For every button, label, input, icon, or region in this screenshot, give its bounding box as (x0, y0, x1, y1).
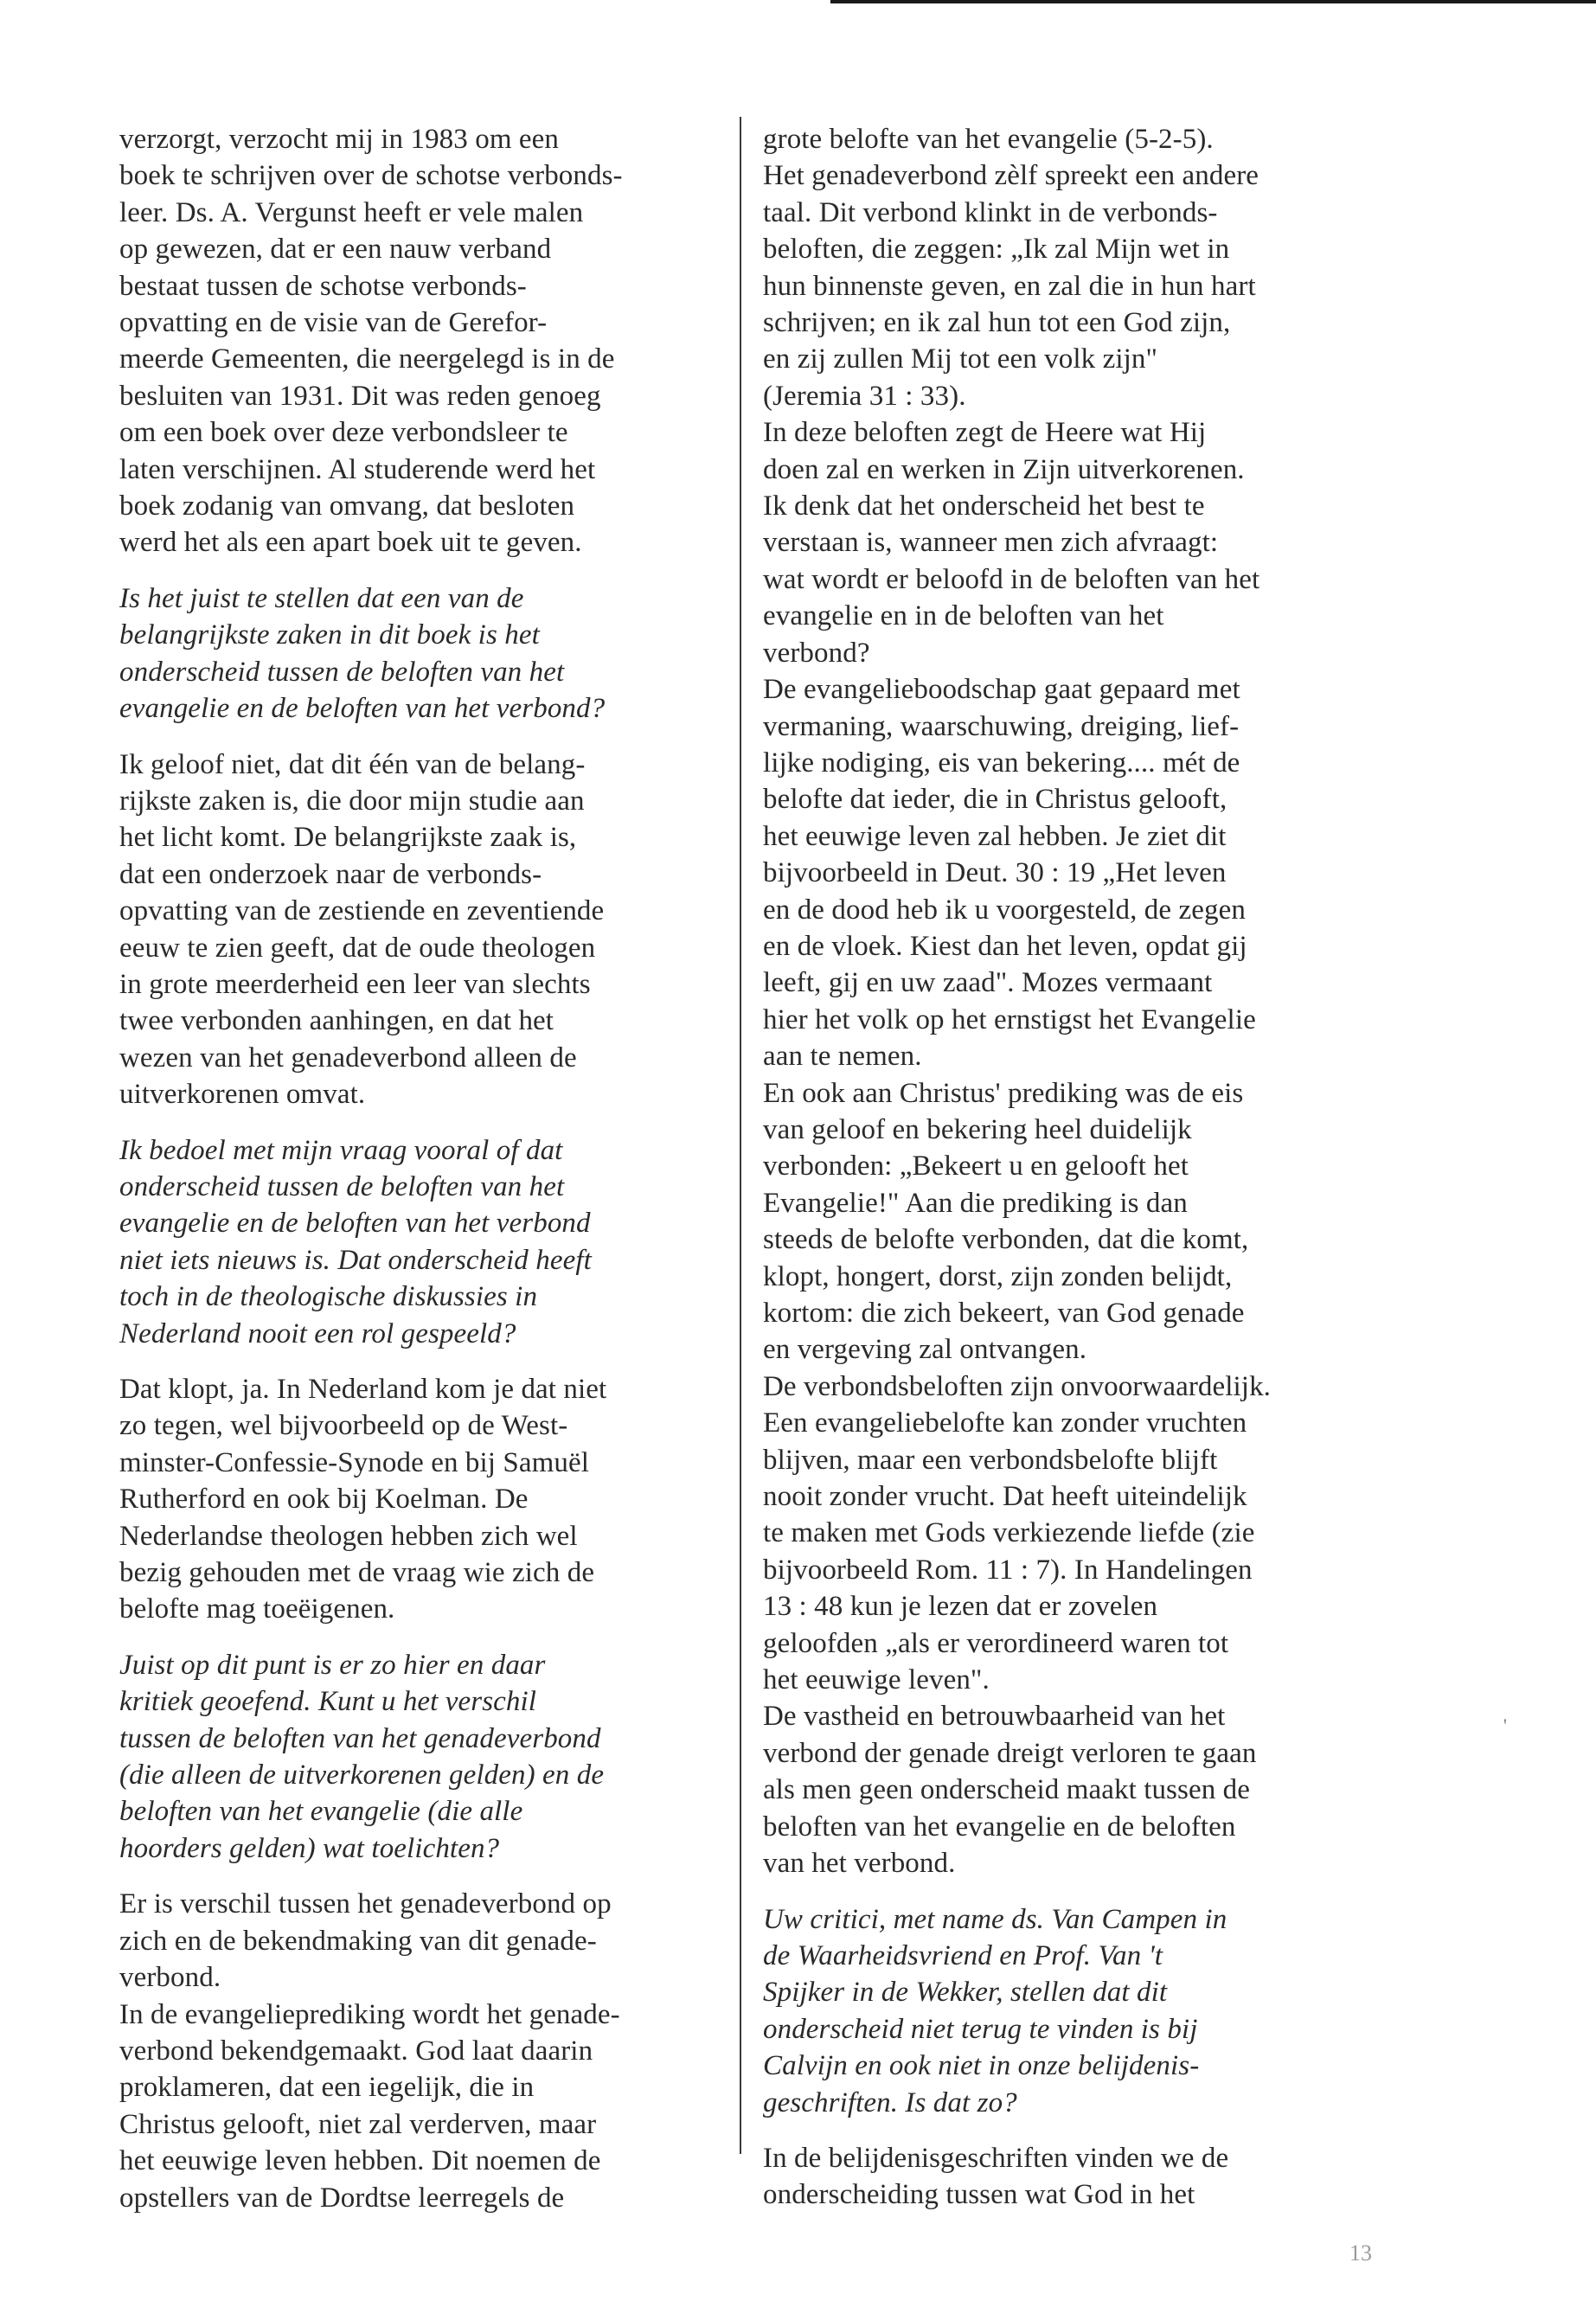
text-line: twee verbonden aanhingen, en dat het (119, 1005, 554, 1037)
text-line: beloften, die zeggen: „Ik zal Mijn wet in (763, 234, 1230, 266)
text-line: nooit zonder vrucht. Dat heeft uiteindelijk (763, 1481, 1247, 1513)
text-line: verbond? (763, 637, 870, 669)
text-line: verbond. (119, 1962, 221, 1994)
text-line: als men geen onderscheid maakt tussen de (763, 1774, 1250, 1806)
interview-answer (119, 1886, 725, 2216)
interview-answer (763, 121, 1386, 1882)
text-line: uitverkorenen omvat. (119, 1079, 366, 1111)
text-line: De evangelieboodschap gaat gepaard met (763, 674, 1240, 706)
text-line: bijvoorbeeld Rom. 11 : 7). In Handelingen (763, 1554, 1253, 1586)
text-line: opvatting en de visie van de Gerefor- (119, 307, 548, 339)
text-line: opstellers van de Dordtse leerregels de (119, 2182, 565, 2214)
text-line: In deze beloften zegt de Heere wat Hij (763, 417, 1207, 449)
text-line: het eeuwige leven zal hebben. Je ziet dit (763, 820, 1227, 852)
text-line: meerde Gemeenten, die neergelegd is in de (119, 343, 615, 375)
text-line: bijvoorbeeld in Deut. 30 : 19 „Het leven (763, 857, 1227, 889)
text-line: leer. Ds. A. Vergunst heeft er vele malen (119, 196, 584, 228)
text-line: bestaat tussen de schotse verbonds- (119, 270, 527, 302)
text-line: (die alleen de uitverkorenen gelden) en de (119, 1759, 605, 1791)
text-line: grote belofte van het evangelie (5-2-5). (763, 124, 1214, 155)
text-line: verbonden: „Bekeert u en gelooft het (763, 1150, 1189, 1183)
text-line: de Waarheidsvriend en Prof. Van 't (763, 1939, 1163, 1971)
text-line: Is het juist te stellen dat een van de (119, 582, 524, 614)
interview-answer (119, 121, 725, 561)
left-column (119, 121, 725, 2216)
text-line: hun binnenste geven, en zal die in hun hart (763, 270, 1256, 302)
text-line: taal. Dit verbond klinkt in de verbonds- (763, 196, 1218, 228)
text-line: het licht komt. De belangrijkste zaak is, (119, 822, 577, 854)
text-line: belofte mag toeëigenen. (119, 1593, 395, 1625)
page-number: 13 (1349, 2240, 1372, 2266)
column-divider (740, 117, 741, 2154)
text-line: onderscheiding tussen wat God in het (763, 2179, 1195, 2211)
text-line: steeds de belofte verbonden, dat die komt, (763, 1224, 1249, 1256)
text-line: Ik bedoel met mijn vraag vooral of dat (119, 1134, 563, 1166)
text-line: opvatting van de zestiende en zeventiende (119, 895, 605, 927)
text-line: en de dood heb ik u voorgesteld, de zegen (763, 894, 1246, 926)
text-line: Christus gelooft, niet zal verderven, maar (119, 2108, 597, 2140)
text-line: Juist op dit punt is er zo hier en daar (119, 1649, 546, 1681)
text-line: 13 : 48 kun je lezen dat er zovelen (763, 1591, 1158, 1623)
text-line: geloofden „als er verordineerd waren tot (763, 1627, 1229, 1659)
text-line: In de evangelieprediking wordt het genade- (119, 1998, 620, 2030)
scan-speck: ' (1503, 1715, 1507, 1736)
text-line: Nederlandse theologen hebben zich wel (119, 1520, 578, 1552)
text-line: evangelie en de beloften van het verbond (119, 1208, 591, 1240)
text-line: lijke nodiging, eis van bekering.... mét de (763, 747, 1240, 779)
text-line: wat wordt er beloofd in de beloften van het (763, 563, 1260, 595)
text-line: Evangelie!" Aan die prediking is dan (763, 1187, 1188, 1219)
text-line: en de vloek. Kiest dan het leven, opdat gij (763, 930, 1247, 962)
text-line: doen zal en werken in Zijn uitverkorenen. (763, 453, 1245, 485)
interview-question (119, 1647, 725, 1867)
interview-question (119, 580, 725, 727)
text-line: En ook aan Christus' prediking was de eis (763, 1077, 1244, 1109)
text-line: Uw critici, met name ds. Van Campen in (763, 1903, 1227, 1935)
text-line: het eeuwige leven hebben. Dit noemen de (119, 2145, 601, 2177)
text-line: De vastheid en betrouwbaarheid van het (763, 1701, 1226, 1733)
interview-answer (763, 2140, 1386, 2214)
text-line: klopt, hongert, dorst, zijn zonden belijdt, (763, 1260, 1233, 1292)
text-line: om een boek over deze verbondsleer te (119, 417, 568, 449)
text-line: te maken met Gods verkiezende liefde (zie (763, 1517, 1255, 1549)
text-line: In de belijdenisgeschriften vinden we de (763, 2142, 1229, 2174)
text-line: Een evangeliebelofte kan zonder vruchten (763, 1407, 1247, 1439)
text-line: onderscheid tussen de beloften van het (119, 656, 565, 688)
text-line: Nederland nooit een rol gespeeld? (119, 1317, 516, 1349)
text-line: eeuw te zien geeft, dat de oude theologen (119, 932, 596, 964)
interview-answer (119, 1371, 725, 1628)
text-line: Dat klopt, ja. In Nederland kom je dat niet (119, 1374, 607, 1405)
text-line: belangrijkste zaken in dit boek is het (119, 619, 540, 651)
text-line: Ik geloof niet, dat dit één van de belang- (119, 748, 586, 780)
text-line: besluiten van 1931. Dit was reden genoeg (119, 380, 601, 412)
text-line: tussen de beloften van het genadeverbond (119, 1722, 601, 1754)
text-line: Spijker in de Wekker, stellen dat dit (763, 1977, 1168, 2009)
text-line: geschriften. Is dat zo? (763, 2086, 1017, 2118)
text-line: op gewezen, dat er een nauw verband (119, 234, 552, 266)
text-line: hier het volk op het ernstigst het Evangelie (763, 1003, 1256, 1035)
text-line: belofte dat ieder, die in Christus gelooft, (763, 784, 1227, 816)
text-line: dat een onderzoek naar de verbonds- (119, 858, 542, 890)
top-rule (830, 0, 1596, 3)
text-line: bezig gehouden met de vraag wie zich de (119, 1557, 595, 1589)
text-line: verzorgt, verzocht mij in 1983 om een (119, 124, 560, 155)
text-line: niet iets nieuws is. Dat onderscheid heeft (119, 1244, 592, 1276)
text-line: beloften van het evangelie en de beloften (763, 1811, 1236, 1843)
text-line: verbond bekendgemaakt. God laat daarin (119, 2035, 593, 2067)
text-line: het eeuwige leven". (763, 1664, 990, 1696)
text-line: en zij zullen Mij tot een volk zijn" (763, 343, 1158, 375)
text-line: Calvijn en ook niet in onze belijdenis- (763, 2050, 1200, 2082)
text-line: Rutherford en ook bij Koelman. De (119, 1484, 529, 1516)
text-line: Het genadeverbond zèlf spreekt een andere (763, 160, 1259, 192)
text-line: (Jeremia 31 : 33). (763, 380, 966, 412)
text-line: boek zodanig van omvang, dat besloten (119, 490, 575, 522)
text-line: hoorders gelden) wat toelichten? (119, 1832, 500, 1864)
text-line: van geloof en bekering heel duidelijk (763, 1113, 1192, 1145)
text-line: boek te schrijven over de schotse verbonds- (119, 160, 623, 192)
text-line: Ik denk dat het onderscheid het best te (763, 490, 1205, 522)
text-line: werd het als een apart boek uit te geven. (119, 527, 582, 559)
text-line: onderscheid niet terug te vinden is bij (763, 2013, 1198, 2045)
text-line: verstaan is, wanneer men zich afvraagt: (763, 527, 1219, 559)
text-line: zich en de bekendmaking van dit genade- (119, 1925, 597, 1957)
text-line: kritiek geoefend. Kunt u het verschil (119, 1686, 537, 1718)
text-line: laten verschijnen. Al studerende werd het (119, 453, 596, 485)
text-line: in grote meerderheid een leer van slechts (119, 968, 591, 1000)
interview-question (763, 1901, 1386, 2121)
text-line: blijven, maar een verbondsbelofte blijft (763, 1444, 1218, 1476)
text-line: van het verbond. (763, 1848, 956, 1880)
text-line: evangelie en de beloften van het verbond? (119, 693, 606, 725)
text-line: verbond der genade dreigt verloren te gaan (763, 1737, 1257, 1769)
text-line: wezen van het genadeverbond alleen de (119, 1042, 577, 1074)
text-line: leeft, gij en uw zaad". Mozes vermaant (763, 967, 1213, 999)
interview-answer (119, 747, 725, 1113)
text-line: Er is verschil tussen het genadeverbond op (119, 1888, 612, 1920)
text-line: vermaning, waarschuwing, dreiging, lief- (763, 710, 1240, 742)
text-line: toch in de theologische diskussies in (119, 1281, 538, 1313)
right-column (763, 121, 1386, 2214)
text-line: rijkste zaken is, die door mijn studie aan (119, 785, 585, 817)
text-line: onderscheid tussen de beloften van het (119, 1170, 565, 1202)
text-line: proklameren, dat een iegelijk, die in (119, 2072, 535, 2104)
text-line: minster-Confessie-Synode en bij Samuël (119, 1446, 589, 1478)
text-line: en vergeving zal ontvangen. (763, 1334, 1087, 1366)
text-line: evangelie en in de beloften van het (763, 600, 1164, 632)
text-line: zo tegen, wel bijvoorbeeld op de West- (119, 1410, 568, 1442)
text-line: kortom: die zich bekeert, van God genade (763, 1298, 1245, 1329)
text-line: De verbondsbeloften zijn onvoorwaardelijk. (763, 1370, 1272, 1402)
interview-question (119, 1132, 725, 1352)
text-line: schrijven; en ik zal hun tot een God zijn, (763, 307, 1231, 339)
text-line: beloften van het evangelie (die alle (119, 1796, 523, 1828)
text-line: aan te nemen. (763, 1041, 922, 1073)
